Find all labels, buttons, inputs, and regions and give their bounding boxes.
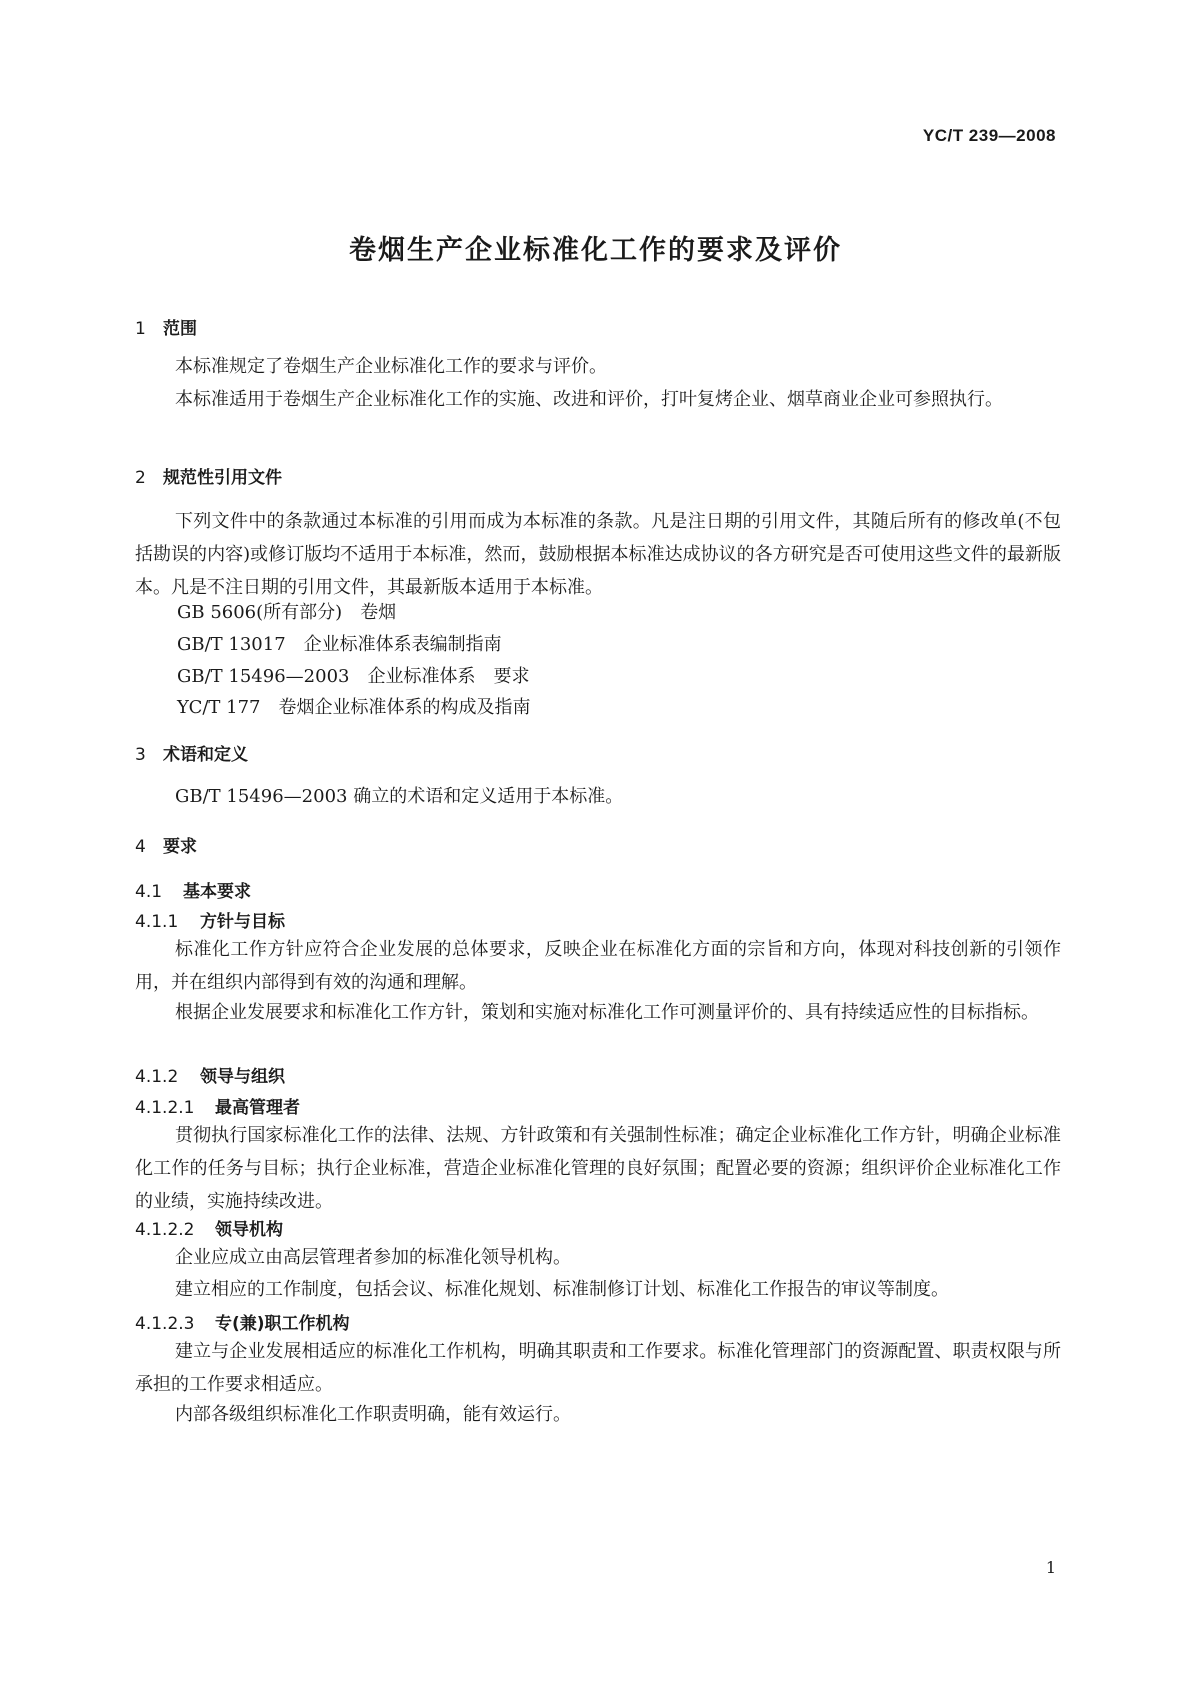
section-4-1-2-2-paragraph-1: 企业应成立由高层管理者参加的标准化领导机构。 [175,1247,571,1268]
reference-code: YC/T 177 [177,697,261,718]
document-title: 卷烟生产企业标准化工作的要求及评价 [349,235,842,266]
section-4-1-1-paragraph-1: 标准化工作方针应符合企业发展的总体要求，反映企业在标准化方面的宗旨和方向，体现对科技创新的引领作用，并在组织内部得到有效的沟通和理解。 [135,939,1061,993]
reference-code: GB 5606(所有部分) [177,602,343,623]
section-number: 1 [135,319,146,339]
section-4-1-1-paragraph-2: 根据企业发展要求和标准化工作方针，策划和实施对标准化工作可测量评价的、具有持续适应性的目标指标。 [175,1002,1039,1023]
section-title: 领导机构 [215,1220,283,1240]
reference-item [177,598,396,624]
reference-name: 卷烟企业标准体系的构成及指南 [278,697,531,718]
reference-name: 企业标准体系表编制指南 [303,634,502,655]
section-4-1-2-heading [135,1062,285,1087]
section-1-paragraph-1: 本标准规定了卷烟生产企业标准化工作的要求与评价。 [175,356,607,377]
section-number: 2 [135,468,146,488]
section-4-1-2-3-paragraph-1: 建立与企业发展相适应的标准化工作机构，明确其职责和工作要求。标准化管理部门的资源配置、职责权限与所承担的工作要求相适应。 [135,1341,1061,1395]
reference-code: GB/T 13017 [177,634,286,655]
section-number: 4.1.1 [135,912,179,932]
section-2-heading [135,463,282,488]
section-2-paragraph-1: 下列文件中的条款通过本标准的引用而成为本标准的条款。凡是注日期的引用文件，其随后所有的修改单(不包括勘误的内容)或修订版均不适用于本标准，然而，鼓励根据本标准达成协议的各方研究是否可使用这些文件的最新版本。凡是不注日期的引用文件，其最新版本适用于本标准。 [135,511,1061,598]
section-title: 要求 [163,837,197,857]
section-title: 领导与组织 [200,1067,285,1087]
reference-name: 卷烟 [360,602,397,623]
section-number: 4 [135,837,146,857]
section-number: 4.1.2.1 [135,1098,195,1118]
section-title: 基本要求 [183,882,251,902]
section-4-1-2-2-heading [135,1215,283,1240]
section-3-heading [135,740,248,765]
reference-name: 企业标准体系 要求 [367,666,530,687]
section-number: 4.1.2.3 [135,1314,195,1334]
reference-item [177,693,531,719]
section-4-1-2-2-paragraph-2: 建立相应的工作制度，包括会议、标准化规划、标准制修订计划、标准化工作报告的审议等制度。 [175,1279,949,1300]
section-4-1-2-1-heading [135,1093,300,1118]
standard-number: YC/T 239—2008 [922,126,1056,145]
section-4-1-1-heading [135,907,285,932]
page-number: 1 [1045,1558,1056,1577]
section-4-1-heading [135,877,251,902]
reference-code: GB/T 15496—2003 [177,666,350,687]
section-number: 4.1.2.2 [135,1220,195,1240]
section-4-1-2-3-heading [135,1309,350,1334]
section-4-1-2-3-paragraph-2: 内部各级组织标准化工作职责明确，能有效运行。 [175,1404,571,1425]
section-number: 4.1 [135,882,163,902]
section-title: 方针与目标 [200,912,285,932]
section-1-heading [135,314,197,339]
section-title: 最高管理者 [215,1098,300,1118]
section-1-paragraph-2: 本标准适用于卷烟生产企业标准化工作的实施、改进和评价，打叶复烤企业、烟草商业企业可参照执行。 [175,389,1003,410]
reference-item [177,630,502,656]
reference-item [177,662,529,688]
section-title: 术语和定义 [163,745,248,765]
section-number: 3 [135,745,146,765]
section-title: 专(兼)职工作机构 [215,1314,350,1334]
section-title: 规范性引用文件 [163,468,282,488]
section-4-1-2-1-paragraph-1: 贯彻执行国家标准化工作的法律、法规、方针政策和有关强制性标准；确定企业标准化工作方针，明确企业标准化工作的任务与目标；执行企业标准，营造企业标准化管理的良好氛围；配置必要的资源；组织评价企业标准化工作的业绩，实施持续改进。 [135,1125,1061,1212]
section-4-heading [135,832,197,857]
section-title: 范围 [163,319,197,339]
section-3-paragraph-1: GB/T 15496—2003 确立的术语和定义适用于本标准。 [175,786,624,807]
section-number: 4.1.2 [135,1067,179,1087]
